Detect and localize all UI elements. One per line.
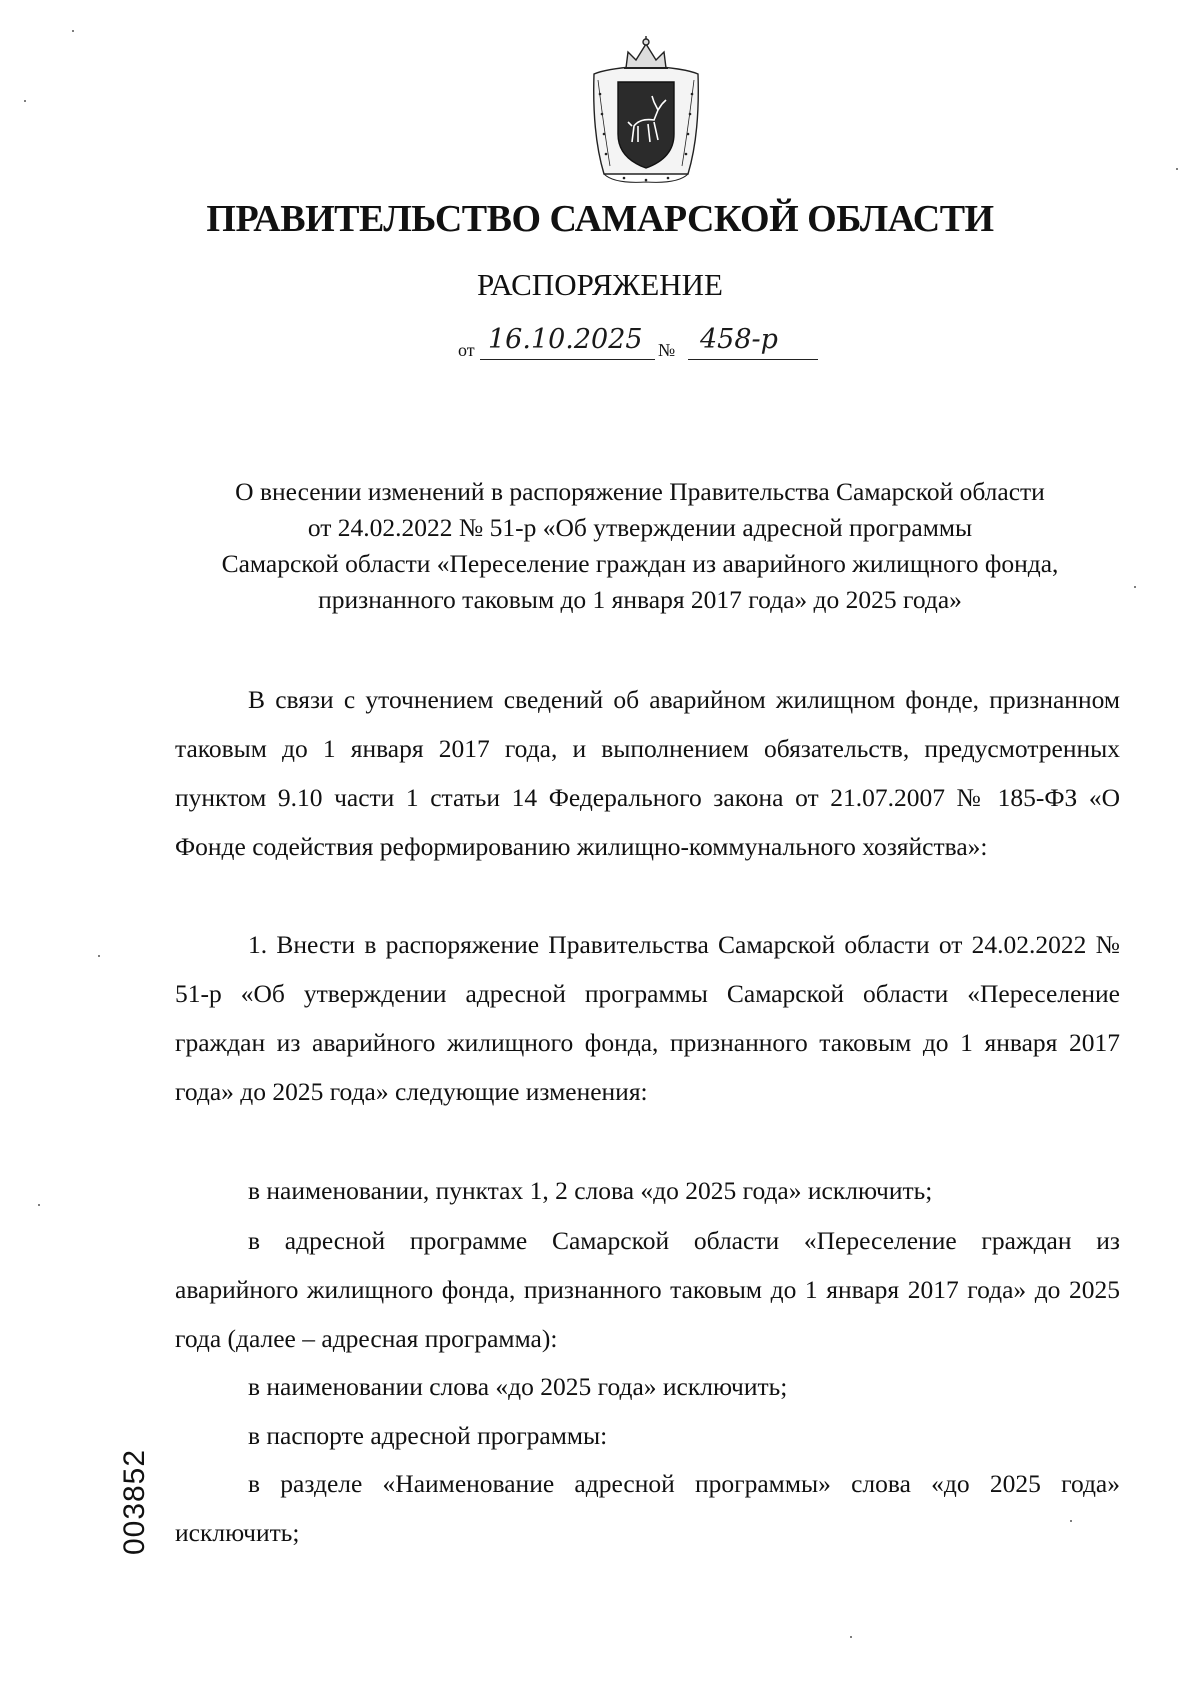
change-line: в паспорте адресной программы: <box>248 1421 608 1450</box>
change-line: в наименовании слова «до 2025 года» исключить; <box>248 1372 788 1401</box>
change-paragraph <box>175 1459 1120 1557</box>
preamble-paragraph <box>175 675 1120 871</box>
preamble-text: В связи с уточнением сведений об аварийном жилищном фонде, признанном таковым до 1 января 2017 года, и выполнением обязательств, предусмотренных пунктом 9.10 части 1 статьи 14 Федерального закона от 21.07.2007 № 185-ФЗ «О Фонде содействия реформированию жилищно-коммунального хозяйства»: <box>175 685 1120 861</box>
subject-line: признанного таковым до 1 января 2017 года» до 2025 года» <box>318 585 962 614</box>
change-paragraph <box>175 1216 1120 1363</box>
change-line: в наименовании, пунктах 1, 2 слова «до 2025 года» исключить; <box>248 1176 933 1205</box>
subject-line: от 24.02.2022 № 51-р «Об утверждении адресной программы <box>307 513 973 542</box>
document-date: 16.10.2025 <box>488 324 643 355</box>
number-prefix: № <box>658 340 676 360</box>
serial-number-text: 003852 <box>118 1448 151 1556</box>
change-text: в адресной программе Самарской области «Переселение граждан из аварийного жилищного фонда, признанного таковым до 1 января 2017 года» до 2025 года (далее – адресная программа): <box>175 1226 1120 1353</box>
item-1-text: 1. Внести в распоряжение Правительства Самарской области от 24.02.2022 № 51-р «Об утверждении адресной программы Самарской области «Переселение граждан из аварийного жилищного фонда, признанного таковым до 1 января 2017 года» до 2025 года» следующие изменения: <box>175 930 1120 1106</box>
date-number-line <box>458 323 858 363</box>
item-1-paragraph <box>175 920 1120 1116</box>
subject-line: Самарской области «Переселение граждан из аварийного жилищного фонда, <box>221 549 1059 578</box>
document-subject <box>160 474 1120 618</box>
change-text: в разделе «Наименование адресной программы» слова «до 2025 года» исключить; <box>175 1469 1120 1547</box>
subject-line: О внесении изменений в распоряжение Правительства Самарской области <box>235 477 1045 506</box>
coat-of-arms-icon <box>584 34 708 186</box>
date-prefix: от <box>458 340 475 360</box>
document-number: 458-р <box>700 324 778 355</box>
side-serial-number <box>100 1412 170 1592</box>
document-type: РАСПОРЯЖЕНИЕ <box>477 267 723 302</box>
organization-title: ПРАВИТЕЛЬСТВО САМАРСКОЙ ОБЛАСТИ <box>206 198 994 240</box>
